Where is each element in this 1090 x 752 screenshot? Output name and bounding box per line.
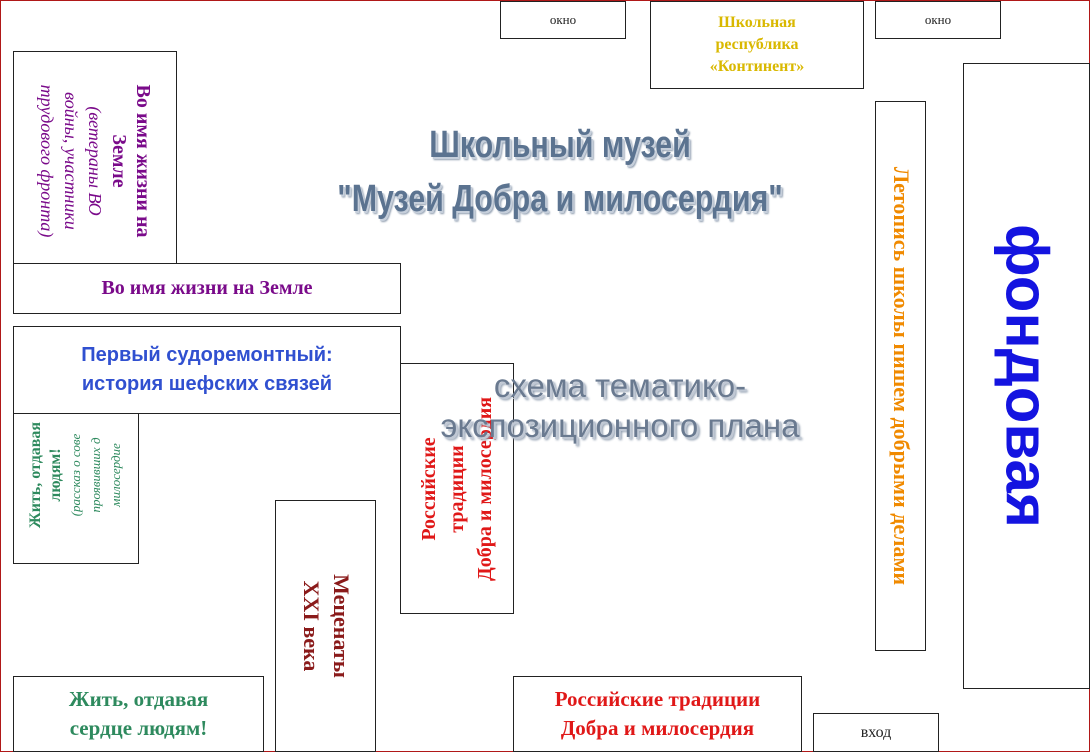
museum-title [320, 118, 800, 226]
heart-stand-text [26, 421, 126, 527]
veterans-stand [13, 51, 177, 271]
chronicle-label: Летопись школы пишем добрыми делами [888, 166, 914, 586]
heart-banner [13, 676, 264, 752]
traditions-stand-line-1: Российские [418, 436, 440, 541]
republic-line-1: Школьная [718, 14, 796, 31]
window-left-label: окно [549, 12, 577, 27]
republic-line-2: республика [715, 36, 799, 53]
traditions-banner [513, 676, 802, 752]
traditions-stand-line-2: традиции [446, 444, 468, 533]
shipyard-line-1: Первый судоремонтный: [81, 344, 333, 366]
heart-stand-line-4: проявивших д [88, 436, 103, 513]
fund-label: фондовая [993, 224, 1060, 528]
shipyard-banner [13, 326, 401, 414]
veterans-stand-line-1: Во имя жизни на [132, 84, 154, 238]
traditions-banner-line-1: Российские традиции [554, 687, 761, 711]
patrons-line-1: Меценаты [328, 574, 354, 678]
republic-line-3: «Континент» [709, 58, 805, 75]
entrance-label: вход [860, 723, 892, 741]
heart-stand-line-1: Жить, отдавая [27, 421, 44, 528]
window-left [500, 1, 626, 39]
patrons-stand [275, 500, 376, 752]
shipyard-line-2: история шефских связей [81, 373, 333, 395]
entrance [813, 713, 939, 752]
heart-stand-line-5: милосердие [108, 442, 123, 507]
fund-room [963, 63, 1090, 689]
patrons-stand-text [296, 574, 356, 678]
window-right-label: окно [924, 12, 952, 27]
plan-subtitle-line-2: экспозиционного плана [440, 407, 800, 444]
veterans-stand-line-2: Земле [108, 134, 130, 188]
plan-subtitle [400, 366, 840, 446]
museum-title-line-2: "Музей Добра и милосердия" [337, 178, 783, 220]
veterans-banner [13, 263, 401, 314]
heart-stand-line-2: людям! [47, 447, 64, 502]
museum-title-line-1: Школьный музей [429, 124, 691, 166]
veterans-stand-line-4: войны, участники [61, 92, 81, 230]
patrons-line-2: XXI века [298, 580, 324, 672]
veterans-banner-label: Во имя жизни на Земле [101, 277, 313, 299]
veterans-stand-line-5: трудового фронта) [37, 84, 57, 238]
republic-exhibit [650, 1, 864, 89]
heart-stand-line-3: (рассказ о сове [68, 433, 83, 516]
heart-banner-line-1: Жить, отдавая [68, 687, 209, 711]
heart-banner-line-2: сердце людям! [69, 716, 208, 740]
traditions-banner-line-2: Добра и милосердия [560, 716, 755, 740]
plan-subtitle-line-1: схема тематико- [493, 367, 747, 404]
traditions-stand-line-3: Добра и милосердия [474, 396, 496, 581]
window-right [875, 1, 1001, 39]
veterans-stand-text [35, 85, 155, 238]
veterans-stand-line-3: (ветераны ВО [85, 106, 105, 216]
chronicle-exhibit [875, 101, 926, 651]
